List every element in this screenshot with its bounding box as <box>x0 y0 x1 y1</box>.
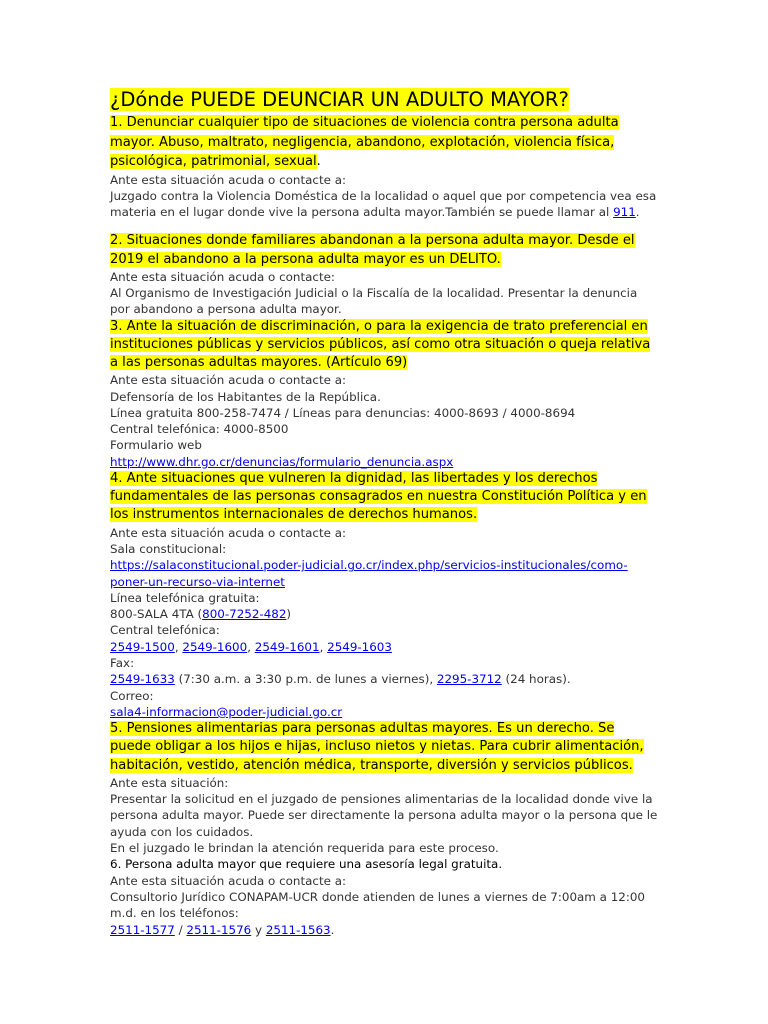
section-5-heading-text: 5. Pensiones alimentarias para personas adultas mayores. Es un derecho. Se puede obligar a los hijos e hijas, incluso nietos y nietas. Para cubrir alimentación, habitación, vestido, atención médica, transporte, diversión y servicios públicos. <box>110 721 644 773</box>
section-4-fax-label: Fax: <box>110 656 135 671</box>
phone-separator: , <box>174 639 183 654</box>
section-4-url-line <box>110 557 658 590</box>
section-1-heading <box>110 113 658 172</box>
section-1-text <box>110 188 658 221</box>
section-5-heading <box>110 720 658 775</box>
sala-url-link[interactable]: https://salaconstitucional.poder-judicial.go.cr/index.php/servicios-institucionales/como-poner-un-recurso-via-internet <box>110 558 628 589</box>
fax-phone-link-2[interactable]: 2295-3712 <box>436 672 502 687</box>
section-5-text-2: En el juzgado le brindan la atención requerida para este proceso. <box>110 841 499 856</box>
section-4-mail-label: Correo: <box>110 688 154 703</box>
section-5-intro: Ante esta situación: <box>110 775 229 790</box>
central-phone-link[interactable]: 2549-1603 <box>327 639 392 654</box>
section-3-form-label: Formulario web <box>110 438 202 453</box>
section-4-free-line-label: Línea telefónica gratuita: <box>110 590 260 605</box>
section-3-central: Central telefónica: 4000-8500 <box>110 422 289 437</box>
central-phone-link[interactable]: 2549-1600 <box>182 639 248 654</box>
section-1-text-body: Juzgado contra la Violencia Doméstica de la localidad o aquel que por competencia vea esa materia en el lugar donde vive la persona adulta mayor.También se puede llamar al <box>110 188 657 220</box>
section-4-fax-line <box>110 671 658 687</box>
fax-2-note: (24 horas). <box>501 672 571 687</box>
consultorio-phone-link[interactable]: 2511-1577 <box>110 922 175 937</box>
free-line-prefix: 800-SALA 4TA ( <box>110 607 203 622</box>
central-phone-link[interactable]: 2549-1601 <box>254 639 320 654</box>
section-3-intro: Ante esta situación acuda o contacte a: <box>110 373 346 388</box>
free-line-phone-link[interactable]: 800-7252-482 <box>202 607 287 622</box>
section-4-mail-line <box>110 704 658 720</box>
section-4-intro: Ante esta situación acuda o contacte a: <box>110 525 346 540</box>
document-content <box>110 86 658 938</box>
section-2-heading <box>110 232 658 268</box>
consultorio-phone-link[interactable]: 2511-1576 <box>186 922 252 937</box>
email-link[interactable]: sala4-informacion@poder-judicial.go.cr <box>110 704 343 719</box>
section-1-heading-text: 1. Denunciar cualquier tipo de situaciones de violencia contra persona adulta mayor. Abuso, maltrato, negligencia, abandono, explotación, violencia física, psicológica, patrimonial, sexual <box>110 115 619 169</box>
section-4-sala-label: Sala constitucional: <box>110 541 227 556</box>
section-1-intro: Ante esta situación acuda o contacte a: <box>110 172 346 187</box>
phone-separator: y <box>251 922 266 937</box>
section-4-heading <box>110 470 658 525</box>
section-4-free-line <box>110 606 658 622</box>
section-6-phones <box>110 922 658 938</box>
section-1-heading-tail: . <box>316 154 321 169</box>
section-6-intro: Ante esta situación acuda o contacte a: <box>110 873 346 888</box>
section-4-central-label: Central telefónica: <box>110 623 220 638</box>
phone-link-911[interactable]: 911 <box>613 205 636 220</box>
consultorio-phone-link[interactable]: 2511-1563 <box>265 922 331 937</box>
fax-1-note: (7:30 a.m. a 3:30 p.m. de lunes a viernes), <box>174 672 437 687</box>
section-6-text: Consultorio Jurídico CONAPAM-UCR donde atienden de lunes a viernes de 7:00am a 12:00 m.d. en los teléfonos: <box>110 889 645 921</box>
section-1-end: . <box>635 205 640 220</box>
section-6-heading: 6. Persona adulta mayor que requiere una asesoría legal gratuita. <box>110 857 503 872</box>
section-3-heading <box>110 318 658 373</box>
section-gap <box>110 220 658 232</box>
section-4-central-numbers <box>110 639 658 655</box>
section-2-text: Al Organismo de Investigación Judicial o la Fiscalía de la localidad. Presentar la denuncia por abandono a persona adulta mayor. <box>110 286 638 317</box>
section-3-heading-text: 3. Ante la situación de discriminación, o para la exigencia de trato preferencial en instituciones públicas y servicios públicos, así como otra situación o queja relativa a las personas adultas mayores. (Artículo 69) <box>110 318 651 371</box>
section-2-heading-text: 2. Situaciones donde familiares abandonan a la persona adulta mayor. Desde el 2019 el abandono a la persona adulta mayor es un DELITO. <box>110 233 635 267</box>
phone-separator: , <box>247 639 255 654</box>
document-title <box>110 86 658 113</box>
phone-separator: , <box>319 639 328 654</box>
dhr-form-link[interactable]: http://www.dhr.go.cr/denuncias/formulario_denuncia.aspx <box>110 454 454 469</box>
section-2-intro: Ante esta situación acuda o contacte: <box>110 269 335 284</box>
central-phone-link[interactable]: 2549-1500 <box>110 639 175 654</box>
section-3-lines: Línea gratuita 800-258-7474 / Líneas para denuncias: 4000-8693 / 4000-8694 <box>110 405 576 420</box>
phone-separator: / <box>174 922 187 937</box>
section-3-url-line <box>110 454 658 470</box>
free-line-suffix: ) <box>286 607 292 622</box>
section-4-heading-text: 4. Ante situaciones que vulneren la dignidad, las libertades y los derechos fundamentales de las personas consagrados en nuestra Constitución Política y en los instrumentos internacionales de derechos humanos. <box>110 471 647 523</box>
section-6-end: . <box>330 922 335 937</box>
title-text: ¿Dónde PUEDE DEUNCIAR UN ADULTO MAYOR? <box>110 88 569 111</box>
fax-phone-link-1[interactable]: 2549-1633 <box>110 672 175 687</box>
section-3-org: Defensoría de los Habitantes de la República. <box>110 389 381 404</box>
section-5-text-1: Presentar la solicitud en el juzgado de pensiones alimentarias de la localidad donde vive la persona adulta mayor. Puede ser directamente la persona adulta mayor o la persona que le ayuda con los cuidados. <box>110 792 658 839</box>
